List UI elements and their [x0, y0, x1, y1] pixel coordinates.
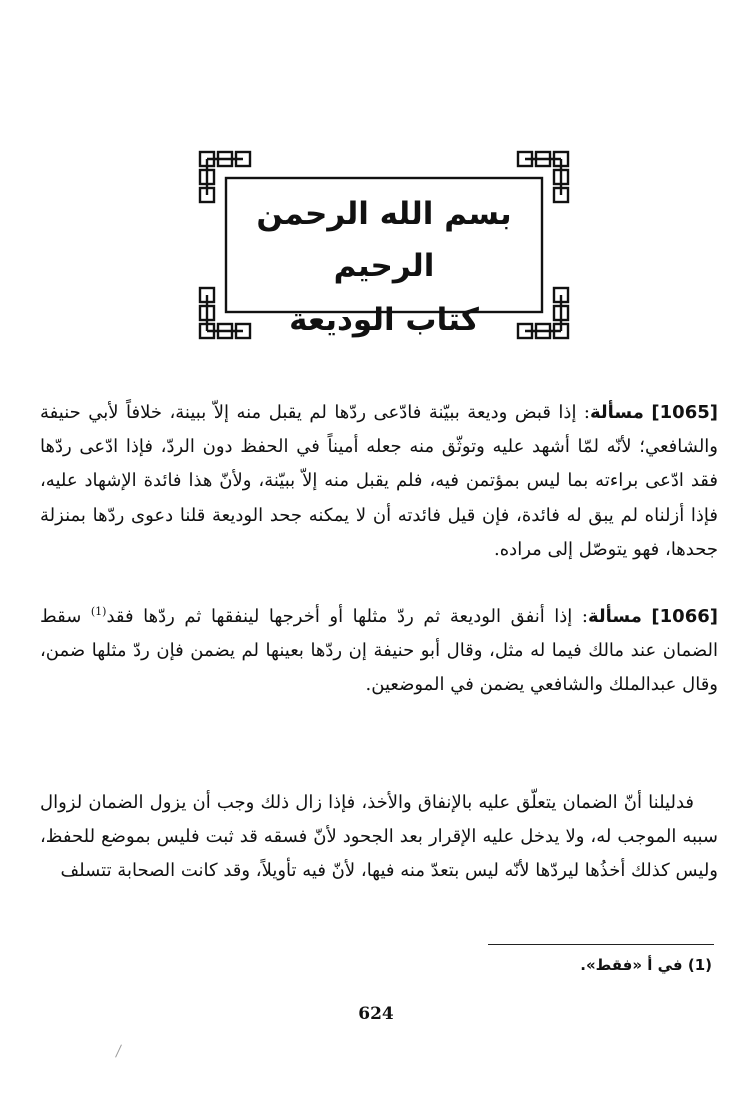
issue-1065 [40, 396, 718, 567]
page-number: 624 [358, 1004, 394, 1024]
basmala-heading: بسم الله الرحمن الرحيم [256, 196, 512, 284]
footnote-divider [488, 944, 714, 945]
issue-label: مسألة [587, 606, 642, 627]
issue-text: : إذا قبض وديعة ببيّنة فادّعى ردّها لم يقبل منه إلاّ ببينة، خلافاً لأبي حنيفة والشافعي؛ لأنّه لمّا أشهد عليه وتوثّق منه جعله أميناً في الحفظ دون الردّ، فإذا ادّعى ردّها فقد ادّعى براءته بما ليس بمؤتمن فيه، فلم يقبل منه إلاّ ببيّنة، ولأنّ هذا فائدة الإشهاد عليه، فإذا أزلناه لم يبق له فائدة، فإن قيل فائدته أن لا يمكنه جحد الوديعة قلنا دعوى ردّها بمنزلة جحدها، فهو يتوصّل إلى مراده. [40, 402, 718, 560]
book-title: كتاب الوديعة [289, 302, 479, 338]
issue-number: [1065] [651, 402, 718, 423]
issue-text: : إذا أنفق الوديعة ثم ردّ مثلها أو أخرجها لينفقها ثم ردّها فقد [106, 606, 588, 627]
footnote-reference[interactable]: (1) [90, 605, 107, 618]
issue-number: [1066] [651, 606, 718, 627]
scan-mark [115, 1044, 122, 1057]
title-block [226, 188, 542, 348]
footnote: (1) في أ «فقط». [580, 956, 712, 974]
issue-1066 [40, 600, 718, 703]
issue-text-continued: سقط الضمان عند مالك فيما له مثل، وقال أبو حنيفة إن ردّها بعينها لم يضمن فإن ردّ مثلها ضمن، وقال عبدالملك والشافعي يضمن في الموضعين. [40, 606, 718, 696]
title-frame [196, 148, 572, 342]
issue-label: مسألة [590, 402, 644, 423]
argument-paragraph: فدليلنا أنّ الضمان يتعلّق عليه بالإنفاق والأخذ، فإذا زال ذلك وجب أن يزول الضمان لزوال سببه الموجب له، ولا يدخل عليه الإقرار بعد الجحود لأنّ فسقه قد ثبت فليس بموضع للحفظ، وليس كذلك أخذُها ليردّها لأنّه ليس بتعدّ منه فيها، لأنّ فيه تأويلاً، وقد كانت الصحابة تتسلف [40, 792, 718, 882]
